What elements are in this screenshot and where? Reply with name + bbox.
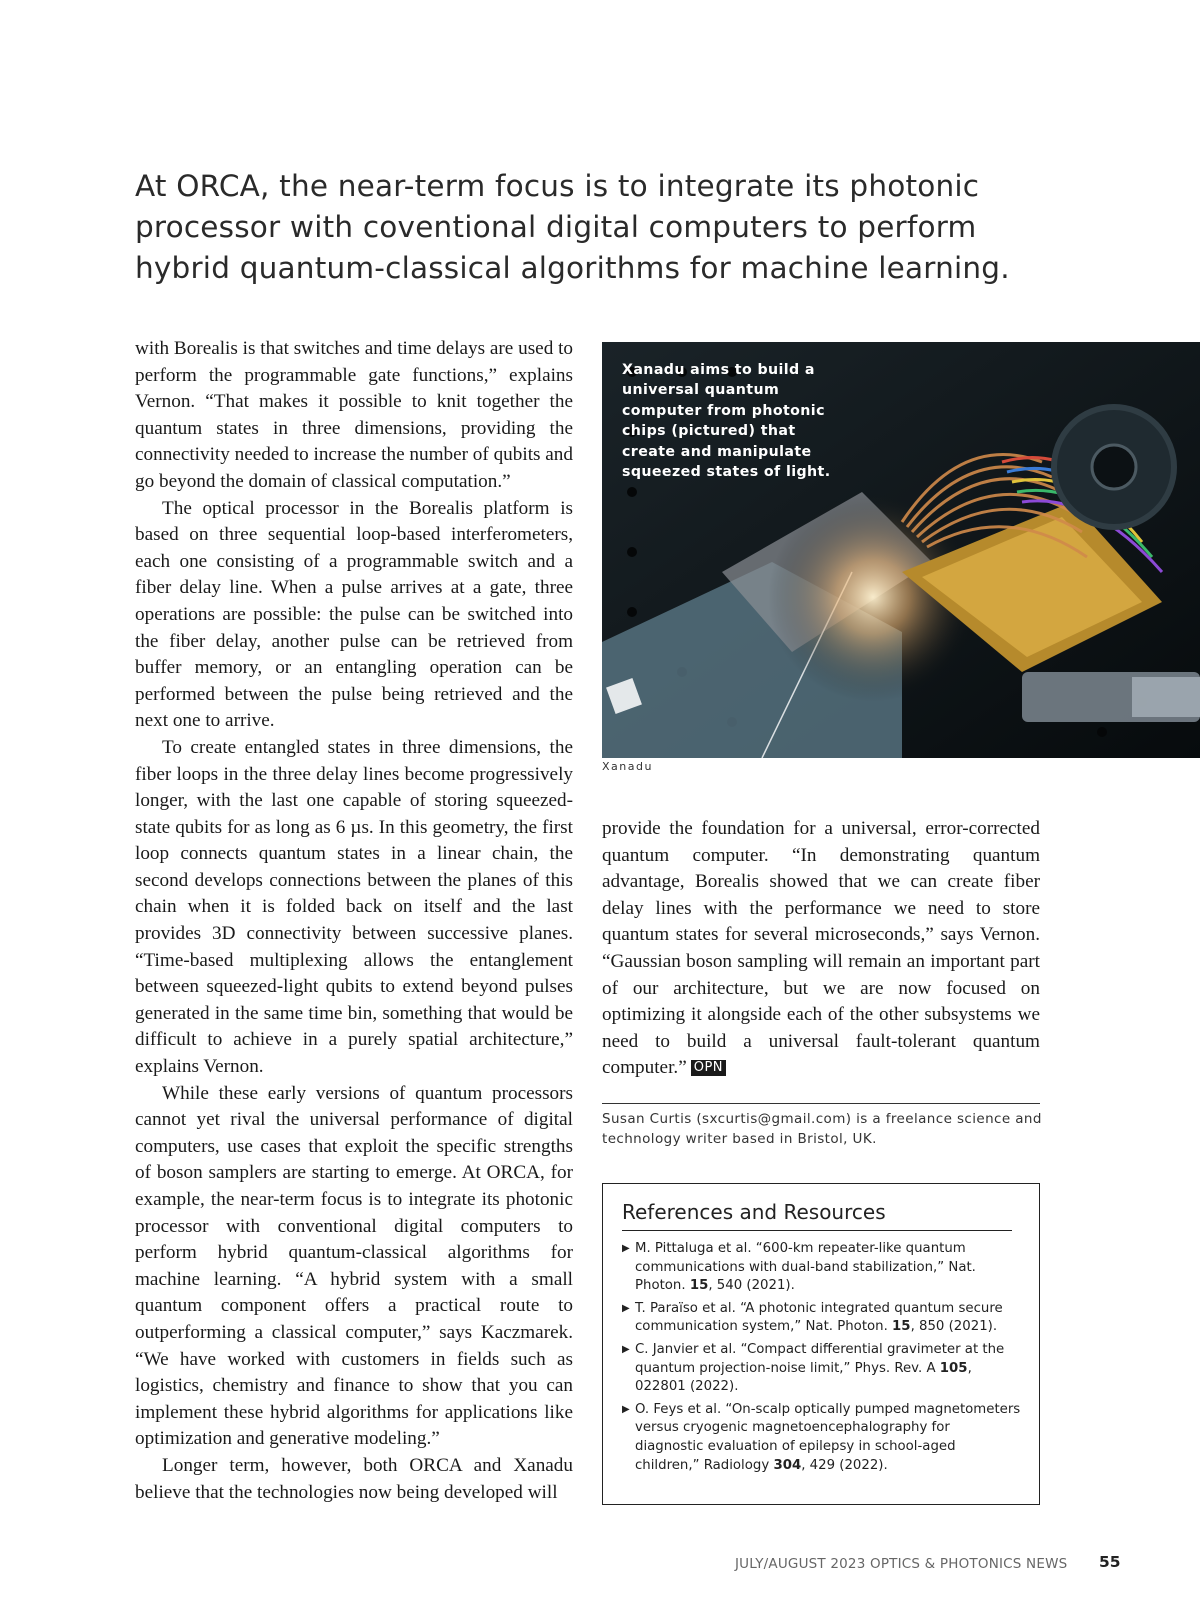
right-column (602, 816, 1040, 1082)
reference-pages: , 850 (2021). (910, 1319, 998, 1335)
reference-text: C. Janvier et al. “Compact differential gravimeter at the quantum projection-noise limit,” Phys. Rev. A (635, 1341, 1005, 1376)
photo-credit: Xanadu (602, 760, 653, 773)
body-paragraph: To create entangled states in three dimensions, the fiber loops in the three delay lines become progressively longer, with the last one capable of storing squeezed-state qubits for as long as 6 µs. In this geometry, the first loop connects quantum states in a linear chain, the second develops connections between the planes of this chain when it is folded back on itself and the last provides 3D connectivity between successive planes. “Time-based multiplexing allows the entanglement between squeezed-light qubits to extend beyond pulses generated in the same time bin, something that would be difficult to achieve in a purely spatial architecture,” explains Vernon. (135, 736, 573, 1078)
references-list (622, 1240, 1022, 1479)
references-title: References and Resources (622, 1198, 1012, 1231)
photo-caption: Xanadu aims to build a universal quantum computer from photonic chips (pictured) that create and manipulate squeezed states of light. (622, 362, 831, 481)
body-paragraph: with Borealis is that switches and time delays are used to perform the programmable gate functions,” explains Vernon. “That makes it possible to knit together the quantum states in three dimensions, providing the connectivity needed to increase the number of qubits and go beyond the domain of classical computation.” (135, 338, 574, 492)
reference-pages: , 540 (2021). (708, 1278, 795, 1294)
page-folio: JULY/AUGUST 2023 OPTICS & PHOTONICS NEWS (735, 1556, 1068, 1572)
bio-divider (602, 1103, 1040, 1104)
triangle-bullet-icon: ▶ (622, 1343, 630, 1355)
reference-text: M. Pittaluga et al. “600-km repeater-like quantum communications with dual-band stabilization,” Nat. Photon. (635, 1241, 976, 1294)
body-paragraph (602, 816, 1040, 1082)
triangle-bullet-icon: ▶ (622, 1243, 630, 1254)
body-paragraph: Longer term, however, both ORCA and Xanadu believe that the technologies now being developed will (135, 1454, 573, 1503)
triangle-bullet-icon: ▶ (622, 1302, 630, 1314)
reference-volume: 304 (773, 1457, 802, 1473)
body-paragraph: The optical processor in the Borealis platform is based on three sequential loop-based interferometers, each one consisting of a programmable switch and a fiber delay line. When a pulse arrives at a gate, three operations are possible: the pulse can be switched into the fiber delay, another pulse can be retrieved from buffer memory, or an entangling operation can be performed between the pulse being retrieved and the next one to arrive. (135, 497, 573, 732)
pull-quote: At ORCA, the near-term focus is to integrate its photonic processor with coventional digital computers to perform hybrid quantum-classical algorithms for machine learning. (135, 169, 1010, 285)
photonic-chip-photo (602, 342, 1200, 758)
reference-volume: 15 (892, 1319, 911, 1335)
reference-text: O. Feys et al. “On-scalp optically pumped magnetometers versus cryogenic magnetoencephalography for diagnostic evaluation of epilepsy in school-aged children,” Radiology (635, 1401, 1021, 1473)
left-column (135, 336, 573, 1506)
body-paragraph-text: provide the foundation for a universal, error-corrected quantum computer. “In demonstrating quantum advantage, Borealis showed that we can create fiber delay lines with the performance we need to store quantum states for several microseconds,” says Vernon. “Gaussian boson sampling will remain an important part of our architecture, but we are now focused on optimizing it alongside each of the other subsystems we need to build a universal fault-tolerant quantum computer.” (602, 818, 1040, 1079)
references-box (602, 1183, 1040, 1505)
reference-item (622, 1300, 1022, 1337)
triangle-bullet-icon: ▶ (622, 1403, 630, 1415)
reference-item (622, 1341, 1022, 1397)
reference-item (622, 1240, 1022, 1296)
opn-end-mark: OPN (691, 1060, 726, 1076)
page-number: 55 (1099, 1553, 1121, 1571)
body-paragraph: While these early versions of quantum processors cannot yet rival the universal performance of digital computers, use cases that exploit the specific strengths of boson samplers are starting to emerge. At ORCA, for example, the near-term focus is to integrate its photonic processor with conventional digital computers to perform hybrid quantum-classical algorithms for machine learning. “A hybrid system with a small quantum component offers a practical route to outperforming a classical computer,” says Kaczmarek. “We have worked with customers in fields such as logistics, chemistry and finance to show that you can implement these hybrid algorithms for applications like optimization and generative modeling.” (135, 1082, 573, 1450)
author-bio: Susan Curtis (sxcurtis@gmail.com) is a freelance science and technology writer based in Bristol, UK. (602, 1111, 1042, 1147)
reference-pages: , 429 (2022). (801, 1457, 888, 1473)
reference-item (622, 1401, 1022, 1475)
reference-volume: 105 (939, 1360, 968, 1376)
reference-text: T. Paraïso et al. “A photonic integrated quantum secure communication system,” Nat. Photon. (635, 1300, 1003, 1335)
reference-pages: , 022801 (2022). (635, 1360, 972, 1395)
reference-volume: 15 (689, 1278, 709, 1294)
